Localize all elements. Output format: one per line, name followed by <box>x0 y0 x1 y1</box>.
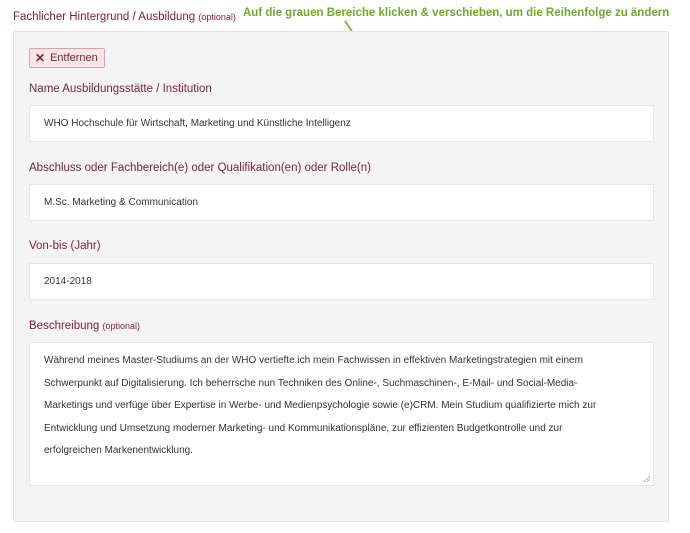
description-textarea[interactable] <box>29 342 654 486</box>
reorder-hint: Auf die grauen Bereiche klicken & verschieben, um die Reihenfolge zu ändern <box>243 7 670 19</box>
description-line: Schwerpunkt auf Digitalisierung. Ich beherrsche nun Techniken des Online-, Suchmaschinen-, E-Mail- und Social-Media- <box>44 377 578 389</box>
institution-input[interactable] <box>29 105 654 142</box>
institution-value: WHO Hochschule für Wirtschaft, Marketing und Künstliche Intelligenz <box>44 118 351 129</box>
description-line: Während meines Master-Studiums an der WHO vertiefte ich mein Fachwissen in effektiven Marketingstrategien mit einem <box>44 355 583 366</box>
institution-label: Name Ausbildungsstätte / Institution <box>29 83 212 95</box>
section-title <box>13 11 236 23</box>
education-entry-panel[interactable] <box>13 31 669 522</box>
resize-grip-icon[interactable] <box>643 475 651 483</box>
description-label <box>29 320 140 332</box>
description-line: Marketings und verfüge über Expertise in Werbe- und Medienpsychologie sowie (e)CRM. Mein Studium qualifizierte mich zur <box>44 400 597 411</box>
degree-label: Abschluss oder Fachbereich(e) oder Qualifikation(en) oder Rolle(n) <box>29 162 371 174</box>
remove-button-label: Entfernen <box>50 52 98 64</box>
degree-input[interactable] <box>29 184 654 221</box>
section-title-text: Fachlicher Hintergrund / Ausbildung <box>13 11 196 23</box>
section-optional-tag: (optional) <box>198 12 236 22</box>
description-line: erfolgreichen Markenentwicklung. <box>44 445 193 456</box>
period-label: Von-bis (Jahr) <box>29 240 101 252</box>
degree-value: M.Sc. Marketing & Communication <box>44 197 198 208</box>
close-icon: ✕ <box>35 51 46 65</box>
description-optional-tag: (optional) <box>102 321 141 331</box>
description-label-text: Beschreibung <box>29 320 100 332</box>
remove-button[interactable] <box>29 48 105 68</box>
description-line: Entwicklung und Umsetzung moderner Marketing- und Kommunikationspläne, zur effizienten Budgetkontrolle und zur <box>44 422 563 434</box>
period-value: 2014-2018 <box>44 276 92 287</box>
period-input[interactable] <box>29 263 654 300</box>
